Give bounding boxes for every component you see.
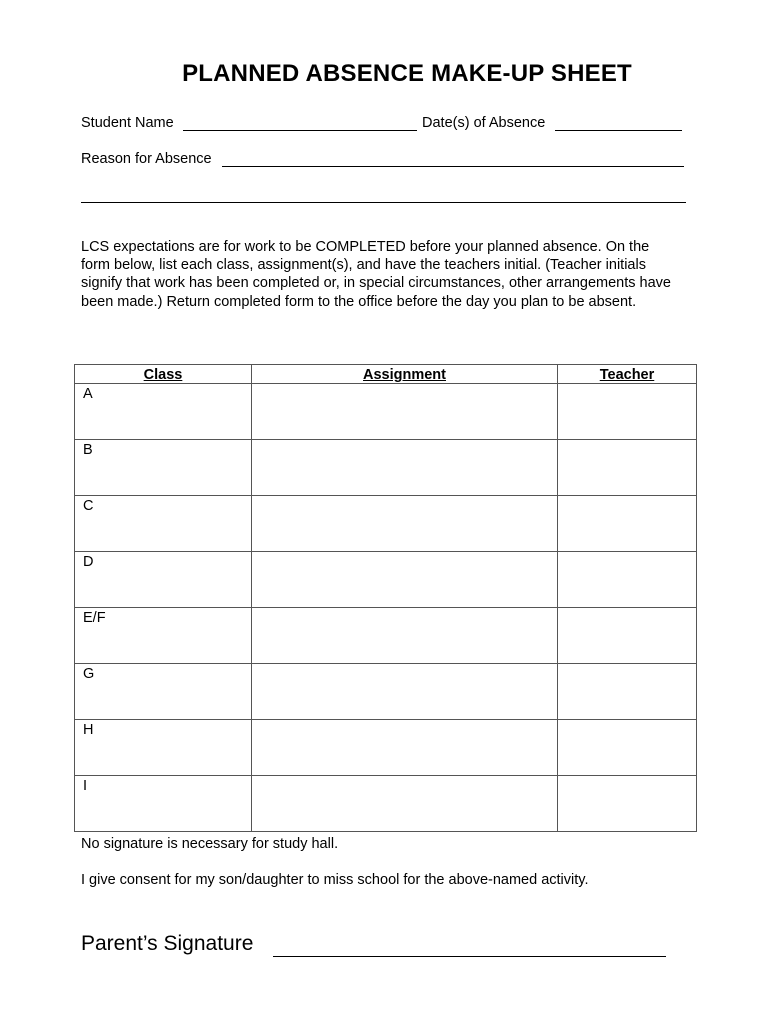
column-header-teacher: Teacher: [558, 365, 697, 384]
class-cell[interactable]: E/F: [75, 608, 252, 664]
class-cell[interactable]: A: [75, 384, 252, 440]
table-row: [75, 608, 697, 664]
column-header-assignment: Assignment: [252, 365, 558, 384]
reason-field-line-2[interactable]: [81, 202, 686, 203]
table-row: [75, 664, 697, 720]
study-hall-note: No signature is necessary for study hall.: [81, 836, 339, 852]
class-cell[interactable]: C: [75, 496, 252, 552]
table-header-row: [75, 365, 697, 384]
teacher-cell[interactable]: [558, 720, 697, 776]
table-row: [75, 440, 697, 496]
consent-statement: I give consent for my son/daughter to miss school for the above-named activity.: [81, 872, 589, 888]
class-cell[interactable]: B: [75, 440, 252, 496]
class-cell[interactable]: H: [75, 720, 252, 776]
assignment-cell[interactable]: [252, 496, 558, 552]
class-cell[interactable]: D: [75, 552, 252, 608]
table-row: [75, 552, 697, 608]
parent-signature-label: Parent’s Signature: [81, 932, 254, 955]
reason-field[interactable]: [222, 166, 684, 167]
table-row: [75, 776, 697, 832]
assignment-cell[interactable]: [252, 776, 558, 832]
teacher-cell[interactable]: [558, 440, 697, 496]
teacher-cell[interactable]: [558, 608, 697, 664]
teacher-cell[interactable]: [558, 664, 697, 720]
teacher-cell[interactable]: [558, 496, 697, 552]
parent-signature-field[interactable]: [273, 956, 666, 957]
instructions-paragraph: LCS expectations are for work to be COMPLETED before your planned absence. On the form below, list each class, assignment(s), and have the teachers initial. (Teacher initials signify that work has been completed or, in special circumstances, other arrangements have been made.) Return completed form to the office before the day you plan to be absent.: [81, 239, 671, 310]
reason-label: Reason for Absence: [81, 151, 212, 167]
assignment-cell[interactable]: [252, 664, 558, 720]
teacher-cell[interactable]: [558, 384, 697, 440]
assignment-cell[interactable]: [252, 384, 558, 440]
table-row: [75, 384, 697, 440]
assignment-cell[interactable]: [252, 720, 558, 776]
assignment-cell[interactable]: [252, 440, 558, 496]
table-row: [75, 496, 697, 552]
assignment-cell[interactable]: [252, 608, 558, 664]
assignment-cell[interactable]: [252, 552, 558, 608]
student-name-label: Student Name: [81, 115, 174, 131]
column-header-class: Class: [75, 365, 252, 384]
teacher-cell[interactable]: [558, 776, 697, 832]
student-name-field[interactable]: [183, 130, 417, 131]
class-cell[interactable]: I: [75, 776, 252, 832]
class-cell[interactable]: G: [75, 664, 252, 720]
teacher-cell[interactable]: [558, 552, 697, 608]
table-row: [75, 720, 697, 776]
makeup-table: [74, 364, 697, 832]
dates-of-absence-label: Date(s) of Absence: [422, 115, 546, 131]
dates-of-absence-field[interactable]: [555, 130, 682, 131]
page-title: PLANNED ABSENCE MAKE-UP SHEET: [182, 60, 632, 87]
